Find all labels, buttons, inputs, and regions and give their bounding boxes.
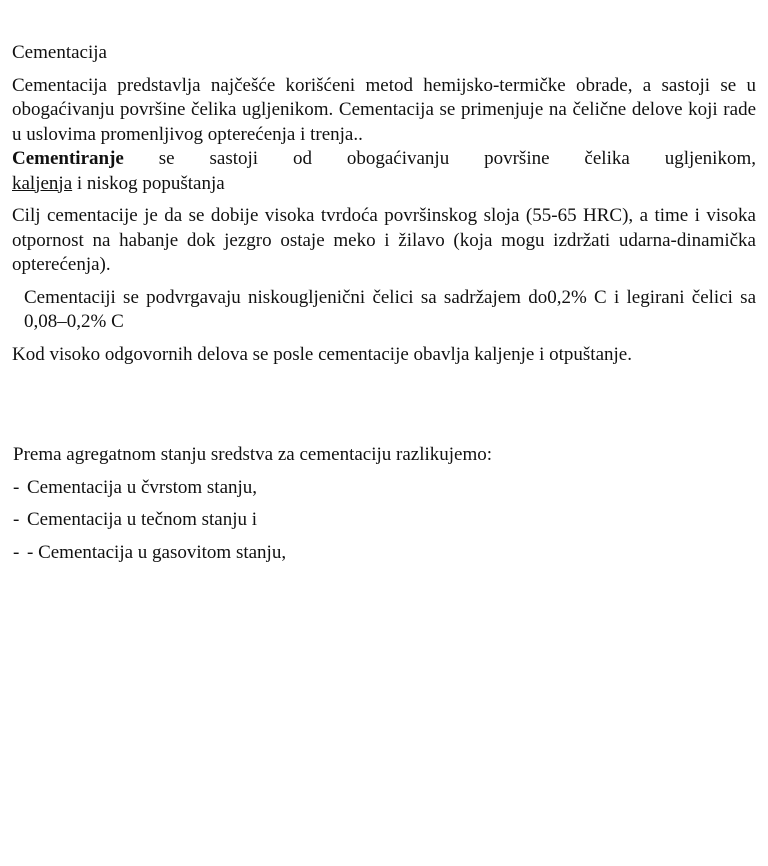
bullet-dash-icon: - <box>13 476 20 498</box>
list-intro: Prema agregatnom stanju sredstva za cementaciju razlikujemo: <box>13 444 493 465</box>
paragraph-definition-tail <box>12 172 756 197</box>
list-item-text: - Cementacija u gasovitom stanju, <box>27 541 287 563</box>
list-item-text: Cementacija u čvrstom stanju, <box>27 476 258 498</box>
paragraph-definition <box>12 74 756 197</box>
list-item-text: Cementacija u tečnom stanju i <box>27 509 258 530</box>
paragraph-definition-end: i niskog popuštanja <box>72 172 225 194</box>
document-title: Cementacija <box>12 42 107 63</box>
bullet-dash-icon: - <box>13 541 20 563</box>
paragraph-hardening: Kod visoko odgovornih delova se posle cementacije obavlja kaljenje i otpuštanje. <box>12 343 632 365</box>
paragraph-goal: Cilj cementacije je da se dobije visoka tvrdoća površinskog sloja (55-65 HRC), a time i visoka otpornost na habanje dok jezgro ostaje meko i žilavo (koja mogu izdržati udarna-dinamička opterećenja). <box>12 205 756 275</box>
cementation-types <box>13 443 757 573</box>
list-item <box>13 508 757 533</box>
link-kaljenja[interactable]: kaljenja <box>12 172 73 194</box>
document-body <box>12 41 756 367</box>
paragraph-definition-text: Cementacija predstavlja najčešće korišćeni metod hemijsko-termičke obrade, a sastoji se u obogaćivanju površine čelika ugljenikom. Cementacija se primenjuje na čelične delove koji rade u uslovima promenljivog opterećenja i trenja.. <box>12 74 756 145</box>
paragraph-definition-mid: se sastoji od obogaćivanju površine čelika ugljenikom, <box>123 148 756 169</box>
bullet-dash-icon: - <box>13 509 20 530</box>
paragraph-definition-line <box>12 147 756 172</box>
paragraph-steels: Cementaciji se podvrgavaju niskougljenični čelici sa sadržajem do0,2% C i legirani čelici sa 0,08–0,2% C <box>24 286 756 332</box>
bold-term-cementiranje: Cementiranje <box>12 148 124 169</box>
list-item <box>13 476 757 501</box>
list-item <box>13 541 757 566</box>
